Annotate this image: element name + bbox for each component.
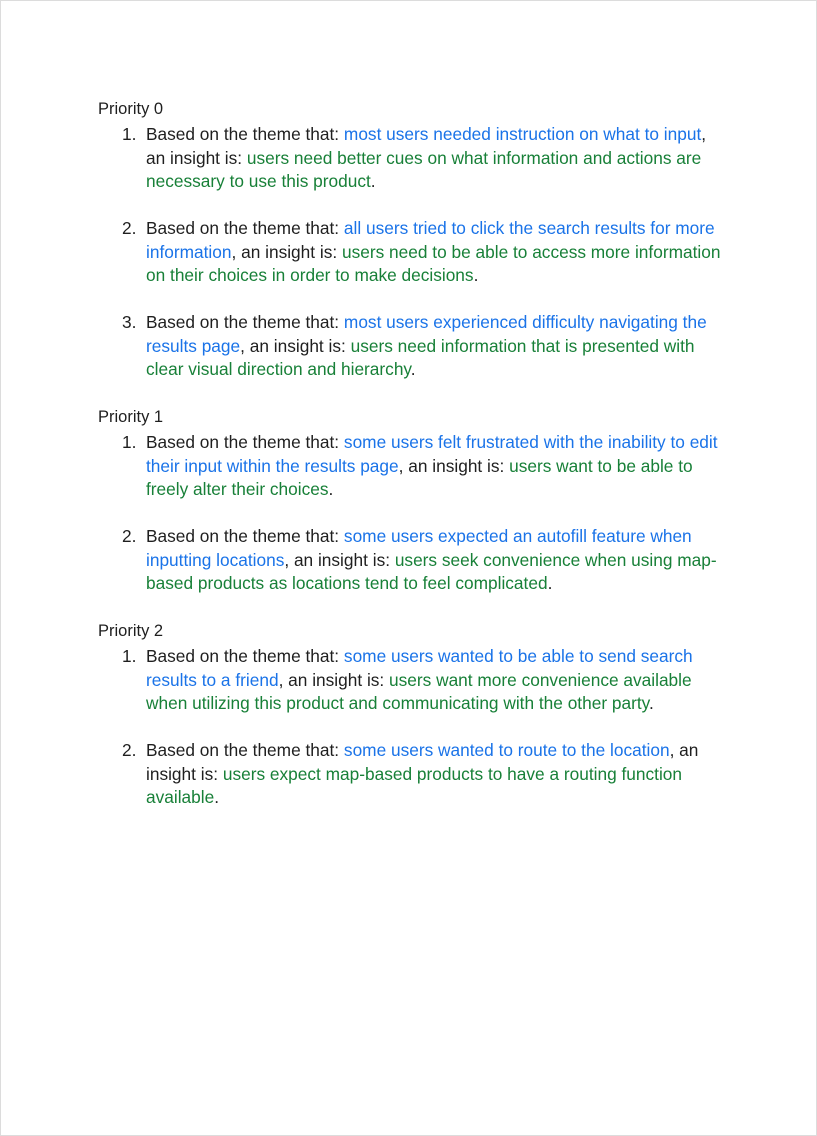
item-prefix: Based on the theme that: <box>146 526 344 546</box>
numbered-list <box>98 431 738 596</box>
item-prefix: Based on the theme that: <box>146 124 344 144</box>
list-number: 2. <box>122 740 137 760</box>
item-suffix: . <box>370 171 376 191</box>
priority-heading: Priority 0 <box>98 100 164 118</box>
item-suffix: . <box>328 479 334 499</box>
priority-section <box>98 97 738 382</box>
list-item <box>98 525 726 596</box>
theme-text: some users wanted to be able to send search results to a friend <box>146 646 693 690</box>
priority-heading: Priority 1 <box>98 408 164 426</box>
item-suffix: . <box>473 265 479 285</box>
list-number: 2. <box>122 526 137 546</box>
numbered-list <box>98 645 738 810</box>
insight-text: users need better cues on what information and actions are necessary to use this product <box>146 147 702 191</box>
list-number: 1. <box>122 124 137 144</box>
item-middle: , an insight is: <box>398 455 510 476</box>
list-item <box>98 739 726 810</box>
numbered-list <box>98 123 738 382</box>
item-prefix: Based on the theme that: <box>146 432 344 452</box>
item-suffix: . <box>547 573 553 593</box>
theme-text: some users felt frustrated with the inability to edit their input within the results page <box>146 432 718 476</box>
item-middle: , an insight is: <box>284 549 395 570</box>
list-number: 1. <box>122 432 137 452</box>
theme-text: some users expected an autofill feature when inputting locations <box>146 526 692 570</box>
insight-text: users want more convenience available when utilizing this product and communicating with the other party <box>146 669 692 713</box>
item-prefix: Based on the theme that: <box>146 646 344 666</box>
insight-text: users need to be able to access more information on their choices in order to make decisions <box>146 241 721 285</box>
list-item <box>98 645 726 716</box>
priority-section <box>98 405 738 596</box>
theme-text: most users needed instruction on what to input <box>343 124 702 144</box>
item-prefix: Based on the theme that: <box>146 218 344 238</box>
item-suffix: . <box>214 787 220 807</box>
priority-section <box>98 619 738 810</box>
item-middle: , an insight is: <box>278 669 390 690</box>
theme-text: some users wanted to route to the location <box>343 740 670 760</box>
list-number: 2. <box>122 218 137 238</box>
insight-text: users expect map-based products to have a routing function available <box>146 763 683 807</box>
item-prefix: Based on the theme that: <box>146 312 344 332</box>
list-item <box>98 217 726 288</box>
list-item <box>98 311 726 382</box>
insight-text: users seek convenience when using map-based products as locations tend to feel complicated <box>146 549 717 593</box>
theme-text: all users tried to click the search results for more information <box>146 218 715 262</box>
insight-text: users want to be able to freely alter their choices <box>146 455 693 499</box>
item-middle: , an insight is: <box>231 241 342 262</box>
item-suffix: . <box>649 693 654 713</box>
list-number: 1. <box>122 646 137 666</box>
list-item <box>98 431 726 502</box>
item-prefix: Based on the theme that: <box>146 740 344 760</box>
insight-text: users need information that is presented with clear visual direction and hierarchy <box>146 335 695 379</box>
priority-heading: Priority 2 <box>98 622 164 640</box>
theme-text: most users experienced difficulty navigating the results page <box>146 312 707 356</box>
item-middle: , an insight is: <box>146 740 699 784</box>
item-middle: , an insight is: <box>146 124 707 168</box>
item-middle: , an insight is: <box>240 335 351 356</box>
list-number: 3. <box>122 312 137 332</box>
item-suffix: . <box>410 359 416 379</box>
list-item <box>98 123 726 194</box>
document-body <box>98 97 738 833</box>
